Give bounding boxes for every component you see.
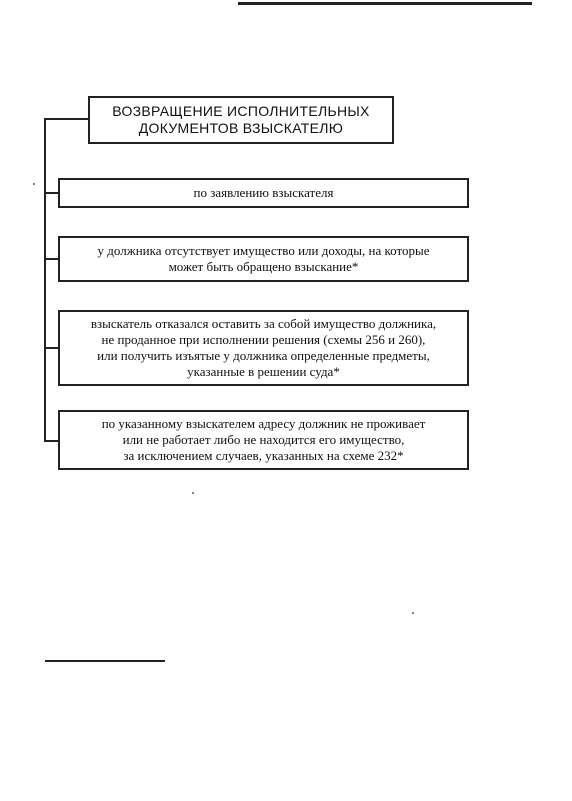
title-line: ВОЗВРАЩЕНИЕ ИСПОЛНИТЕЛЬНЫХ	[112, 102, 370, 119]
footnote-rule	[45, 660, 165, 662]
diagram-title-box	[88, 96, 394, 144]
condition-text: по заявлению взыскателя	[193, 184, 334, 200]
condition-text: может быть обращено взыскание*	[168, 259, 359, 274]
connector-spine	[44, 118, 46, 442]
title-line: ДОКУМЕНТОВ ВЗЫСКАТЕЛЮ	[138, 120, 344, 136]
condition-box-4	[58, 410, 469, 470]
condition-text: у должника отсутствует имущество или доходы, на которые	[97, 242, 430, 258]
connector-branch-3	[44, 347, 58, 349]
condition-text: указанные в решении суда*	[187, 364, 340, 380]
condition-text: по указанному взыскателем адресу должник не проживает	[101, 415, 426, 431]
connector-branch-4	[44, 440, 58, 442]
condition-box-1	[58, 178, 469, 208]
connector-branch-title	[44, 118, 88, 120]
scan-speck	[192, 492, 194, 494]
connector-branch-1	[44, 192, 58, 194]
condition-text: за исключением случаев, указанных на схеме 232*	[123, 448, 404, 464]
condition-box-3	[58, 310, 469, 386]
condition-text: взыскатель отказался оставить за собой имущество должника,	[90, 315, 437, 331]
condition-box-2	[58, 236, 469, 282]
condition-text: или получить изъятые у должника определенные предметы,	[97, 348, 430, 363]
header-rule	[238, 2, 532, 5]
connector-branch-2	[44, 258, 58, 260]
condition-text: не проданное при исполнении решения (схемы 256 и 260),	[101, 331, 426, 347]
scan-speck	[412, 612, 414, 614]
condition-text: или не работает либо не находится его имущество,	[122, 431, 405, 447]
scan-speck	[33, 183, 35, 185]
